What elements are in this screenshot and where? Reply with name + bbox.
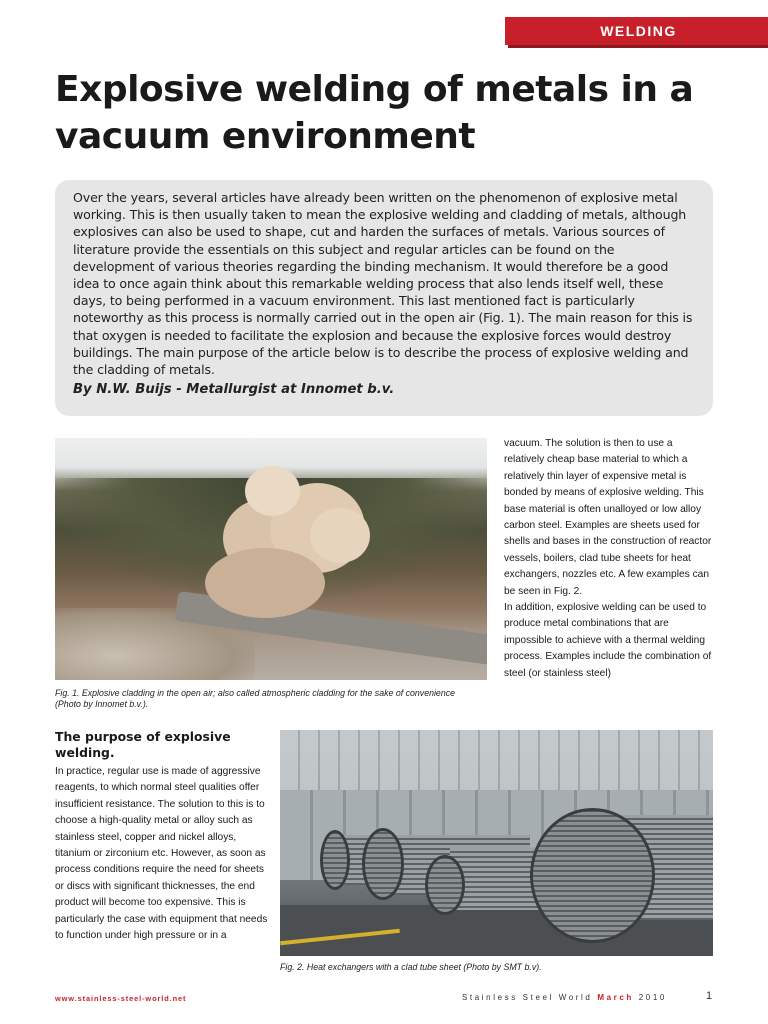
heat-exchanger xyxy=(320,830,350,890)
footer-publication xyxy=(462,993,667,1002)
smoke-cloud xyxy=(310,508,370,563)
roof-shape xyxy=(280,730,713,790)
heat-exchanger xyxy=(362,828,404,900)
figure-1-caption: Fig. 1. Explosive cladding in the open air; also called atmospheric cladding for the sake of convenience (Photo by Innomet b.v.). xyxy=(55,688,456,709)
page-number: 1 xyxy=(706,990,713,1002)
section-tab-shadow xyxy=(508,45,768,48)
right-column-paragraph-1: vacuum. The solution is then to use a relatively cheap base material to which a relatively thin layer of expensive metal is bonded by means of explosive welding. This base material is often unalloyed or low alloy carbon steel. Examples are sheets used for shells and bases in the construction of reactor vessels, boilers, clad tube sheets for heat exchangers, nozzles etc. A few examples can be seen in Fig. 2. xyxy=(504,438,712,597)
footer-month: March xyxy=(597,993,634,1002)
figure-2-caption: Fig. 2. Heat exchangers with a clad tube sheet (Photo by SMT b.v). xyxy=(280,962,542,972)
smoke-cloud xyxy=(245,466,300,516)
figure-1-photo xyxy=(55,438,487,680)
right-column-text xyxy=(504,436,714,682)
footer-url[interactable]: www.stainless-steel-world.net xyxy=(55,994,187,1003)
footer-publication-name: Stainless Steel World xyxy=(462,993,593,1002)
section-subheading: The purpose of explosive welding. xyxy=(55,729,231,760)
figure-2-photo xyxy=(280,730,713,956)
article-title: Explosive welding of metals in a vacuum environment xyxy=(55,69,694,157)
smoke-cloud xyxy=(205,548,325,618)
intro-text: Over the years, several articles have already been written on the phenomenon of explosive metal working. This is then usually taken to mean the explosive welding and cladding of metals, although explosives can also be used to shape, cut and harden the surfaces of metals. Various sources of literature provide the essentials on this subject and regular articles can be found on the development of various theories regarding the binding mechanism. It would therefore be a good idea to once again think about this remarkable welding process that also lends itself well, these days, to being performed in a vacuum environment. This last mentioned fact is particularly noteworthy as this process is normally carried out in the open air (Fig. 1). The main reason for this is that oxygen is needed to facilitate the explosion and because the explosive forces would destroy buildings. The main purpose of the article below is to describe the process of explosive welding and the cladding of metals. xyxy=(73,190,693,378)
heat-exchanger xyxy=(425,855,465,915)
byline: By N.W. Buijs - Metallurgist at Innomet b.v. xyxy=(73,382,395,398)
footer-year: 2010 xyxy=(638,993,667,1002)
left-column-text: In practice, regular use is made of aggressive reagents, to which normal steel qualities offer insufficient resistance. The solution to this is to choose a high-quality metal or alloy such as stainless steel, copper and nickel alloys, titanium or zirconium etc. However, as soon as process conditions require the need for sheets or discs with significant thicknesses, the end product will become too expensive. This is particularly the case with equipment that needs to function under high pressure or in a xyxy=(55,766,268,942)
right-column-paragraph-2: In addition, explosive welding can be used to produce metal combinations that are impossible to achieve with a thermal welding process. Examples include the combination of steel (or stainless steel) xyxy=(504,602,712,679)
intro-box xyxy=(55,180,713,416)
heat-exchanger xyxy=(530,808,655,943)
section-tab: WELDING xyxy=(505,17,768,45)
